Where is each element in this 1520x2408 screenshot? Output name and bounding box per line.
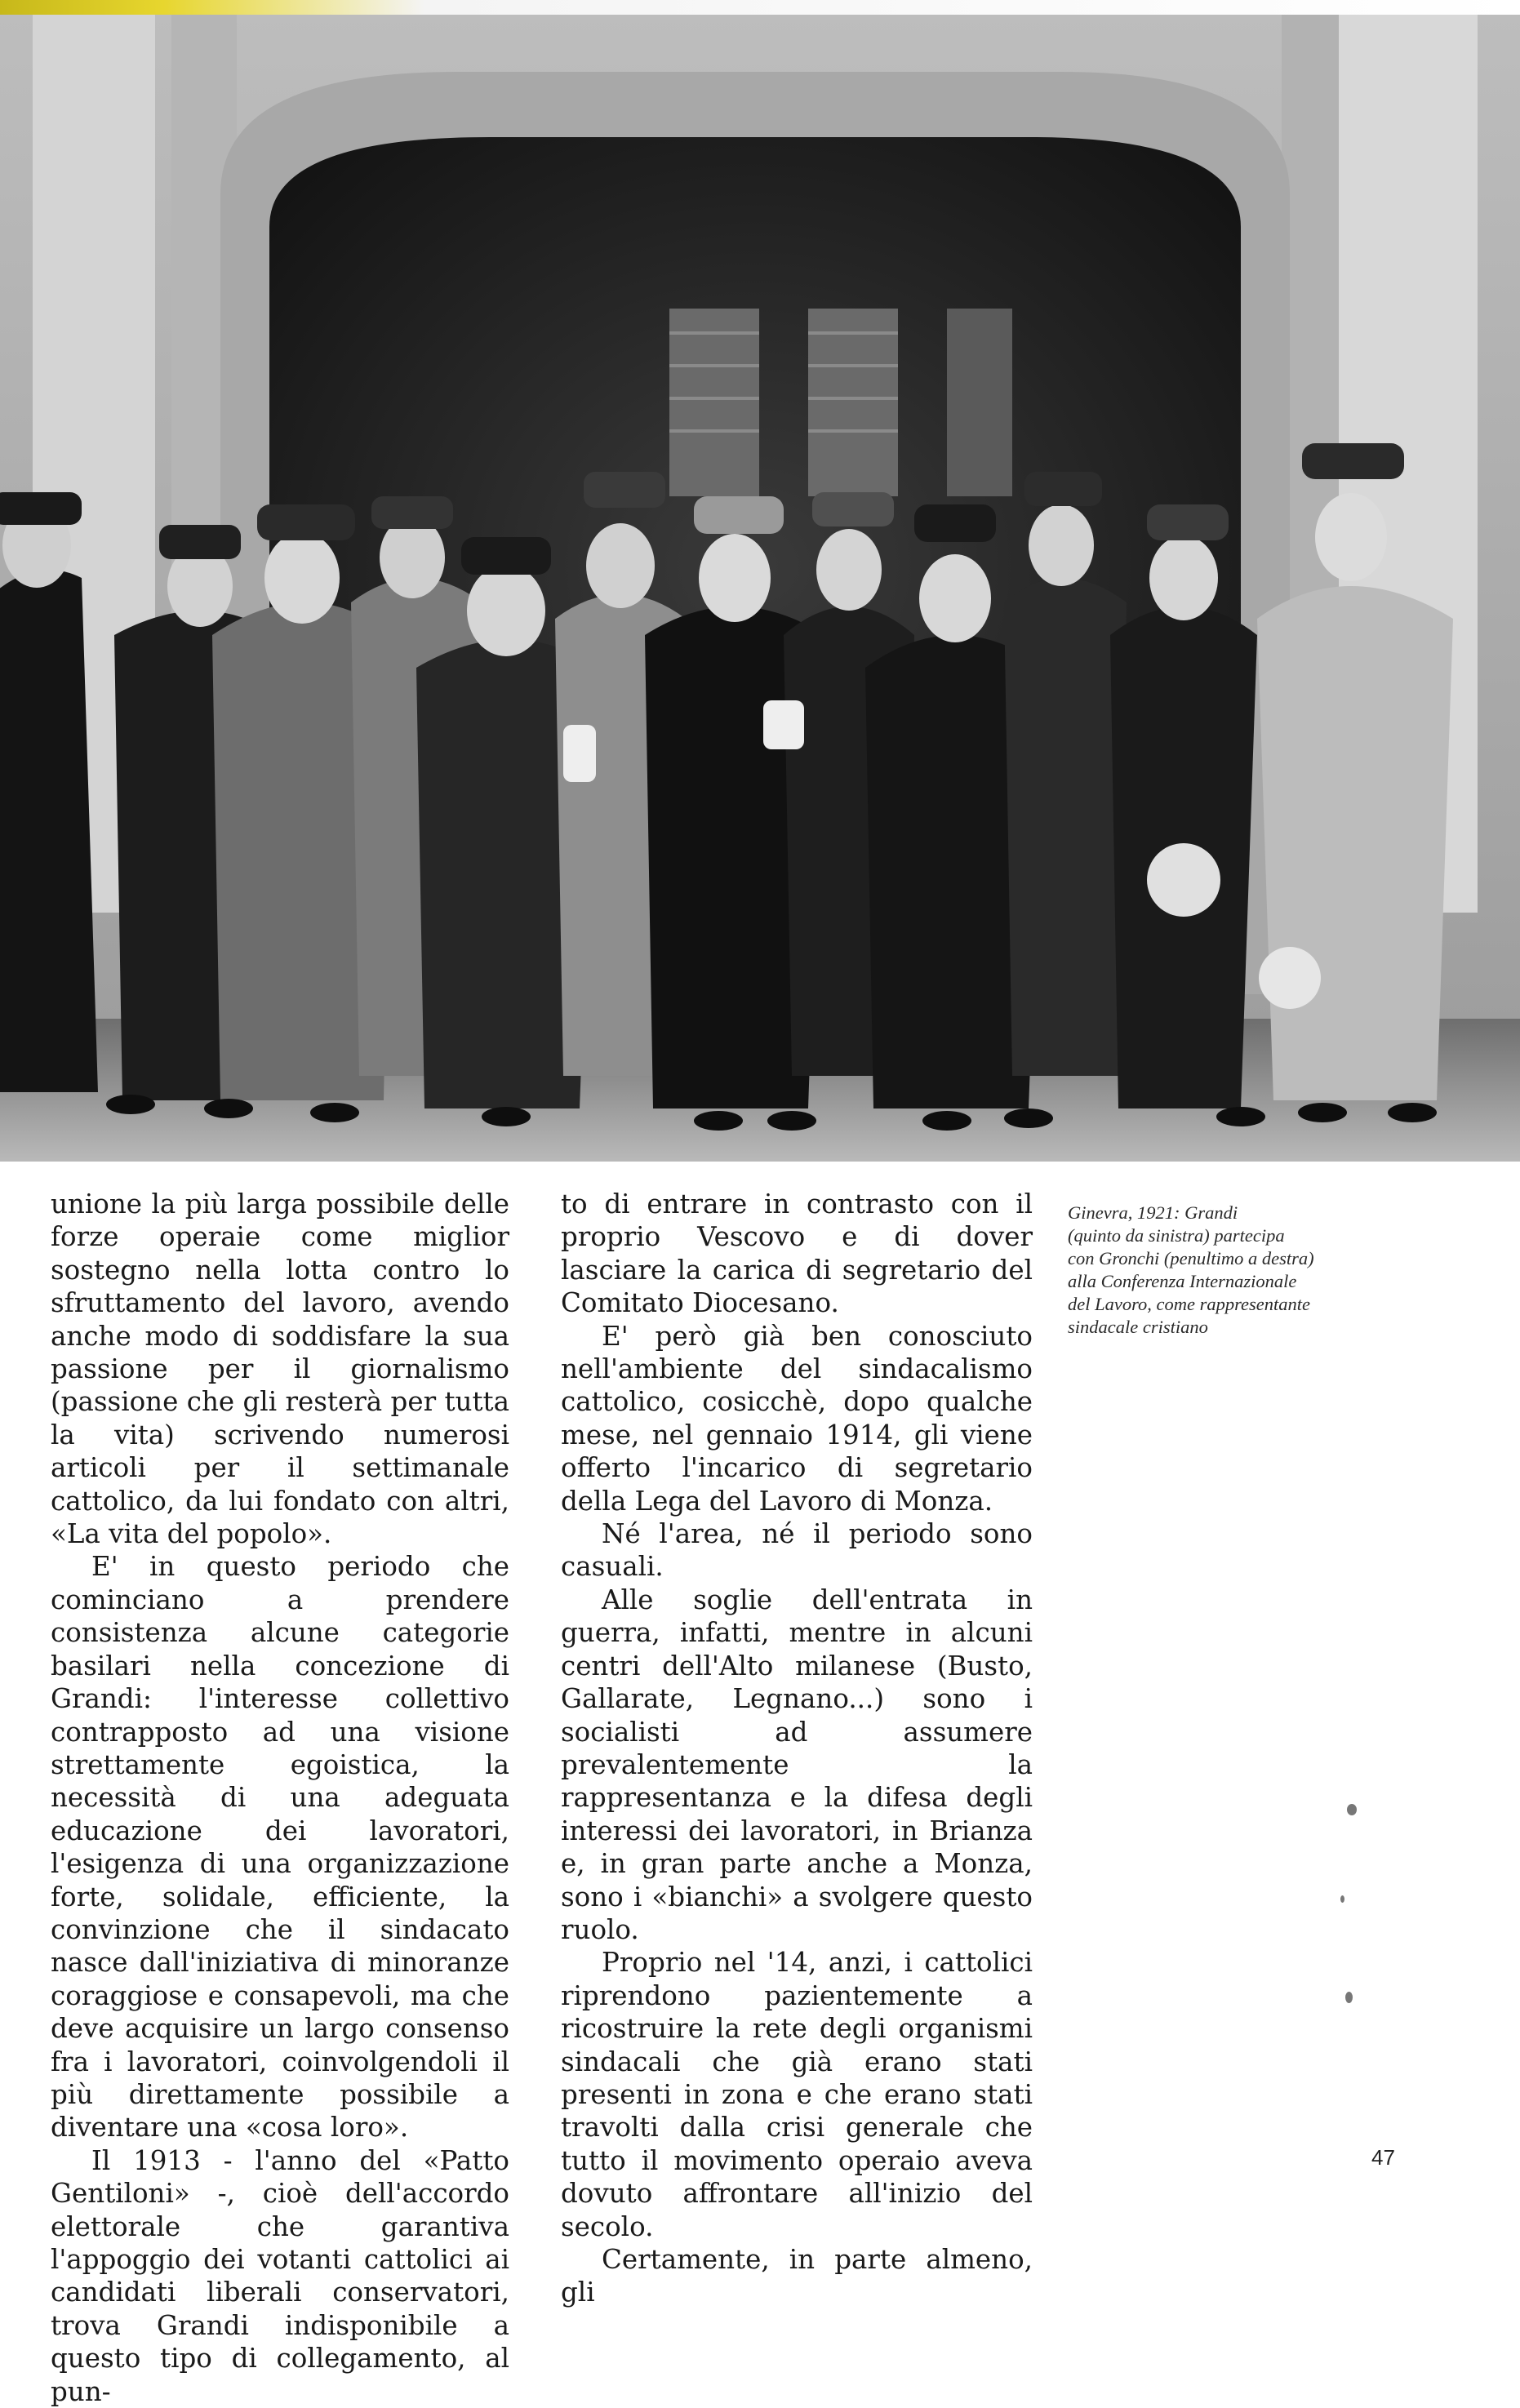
- page-edge-strip: [0, 0, 1520, 15]
- caption-line: (quinto da sinistra) partecipa: [1068, 1225, 1285, 1246]
- text-column-right: [561, 1188, 1033, 2309]
- caption-line: sindacale cristiano: [1068, 1317, 1208, 1337]
- caption-line: con Gronchi (penultimo a destra): [1068, 1248, 1314, 1268]
- paragraph: E' in questo periodo che cominciano a prendere consistenza alcune categorie basilari nella concezione di Grandi: l'interesse collettivo contrapposto ad una visione strettamente egoistica, la necessità di una adeguata educazione dei lavoratori, l'esigenza di una organizzazione forte, solidale, efficiente, la convinzione che il sindacato nasce dall'iniziativa di minoranze coraggiose e consapevoli, ma che deve acquisire un largo consenso fra i lavoratori, coinvolgendoli il più direttamente possibile a diventare una «cosa loro».: [51, 1551, 509, 2144]
- paragraph: Né l'area, né il periodo sono casuali.: [561, 1518, 1033, 1583]
- paragraph: Proprio nel '14, anzi, i cattolici riprendono pazientemente a ricostruire la rete degli organismi sindacali che già erano stati presenti in zona e che erano stati travolti dalla crisi generale che tutto il movimento operaio aveva dovuto affrontare all'inizio del secolo.: [561, 1947, 1033, 2242]
- paragraph: unione la più larga possibile delle forze operaie come miglior sostegno nella lotta contro lo sfruttamento del lavoro, avendo anche modo di soddisfare la sua passione per il giornalismo (passione che gli resterà per tutta la vita) scrivendo numerosi articoli per il settimanale cattolico, da lui fondato con altri, «La vita del popolo».: [51, 1188, 509, 1550]
- paper-speck: [1347, 1804, 1357, 1815]
- paragraph: to di entrare in contrasto con il proprio Vescovo e di dover lasciare la carica di segretario del Comitato Diocesano.: [561, 1188, 1033, 1319]
- photo-illustration: [0, 15, 1520, 1162]
- caption-line: alla Conferenza Internazionale: [1068, 1271, 1297, 1291]
- photo-caption: [1068, 1202, 1394, 1339]
- paragraph: E' però già ben conosciuto nell'ambiente del sindacalismo cattolico, cosicchè, dopo qualche mese, nel gennaio 1914, gli viene offerto l'incarico di segretario della Lega del Lavoro di Monza.: [561, 1320, 1033, 1517]
- paragraph: Il 1913 - l'anno del «Patto Gentiloni» -, cioè dell'accordo elettorale che garantiva l'appoggio dei votanti cattolici ai candidati liberali conservatori, trova Grandi indisponibile a questo tipo di collegamento, al pun-: [51, 2144, 509, 2407]
- caption-line: del Lavoro, come rappresentante: [1068, 1294, 1311, 1314]
- paper-speck: [1345, 1992, 1353, 2003]
- caption-line: Ginevra, 1921: Grandi: [1068, 1202, 1238, 1223]
- paragraph: Certamente, in parte almeno, gli: [561, 2244, 1033, 2308]
- paper-speck: [1340, 1895, 1344, 1903]
- paragraph: Alle soglie dell'entrata in guerra, infatti, mentre in alcuni centri dell'Alto milanese (Busto, Gallarate, Legnano...) sono i socialisti ad assumere prevalentemente la rappresentanza e la difesa degli interessi dei lavoratori, in Brianza e, in gran parte anche a Monza, sono i «bianchi» a svolgere questo ruolo.: [561, 1584, 1033, 1945]
- text-column-left: [51, 1188, 509, 2408]
- page-number: 47: [1371, 2145, 1395, 2170]
- group-photograph: [0, 15, 1520, 1162]
